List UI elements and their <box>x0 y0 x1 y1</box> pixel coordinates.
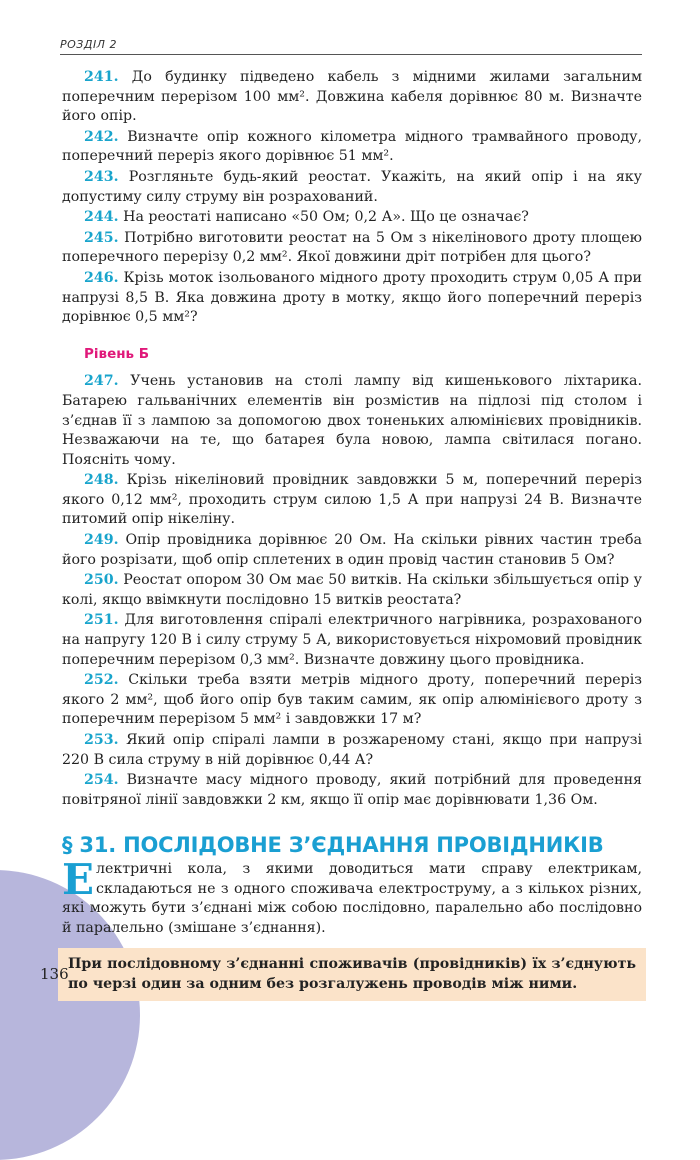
problem-text: Розгляньте будь-який реостат. Укажіть, на який опір і на яку допустиму силу струму він розрахований. <box>62 168 642 205</box>
problem <box>62 208 642 228</box>
problem <box>62 771 642 810</box>
problem-number: 241. <box>84 69 119 85</box>
problem <box>62 168 642 207</box>
problem-number: 245. <box>84 229 119 246</box>
page-content <box>62 68 642 1001</box>
problems-level-a <box>62 68 642 328</box>
definition-box <box>58 948 646 1001</box>
problem-text: Який опір спіралі лампи в розжареному стані, якщо при напрузі 220 В сила струму в ній дорівнює 0,44 А? <box>62 732 643 768</box>
problem-number: 247. <box>84 373 119 390</box>
problem-number: 252. <box>84 672 119 689</box>
problem-text: Потрібно виготовити реостат на 5 Ом з нікелінового дроту площею поперечного перерізу 0,2 мм². Якої довжини дріт потрібен для цього? <box>62 229 642 266</box>
problem-number: 250. <box>84 572 119 589</box>
problem <box>62 269 642 328</box>
problem <box>62 531 642 570</box>
problem <box>62 571 642 610</box>
problem-number: 254. <box>84 772 119 789</box>
intro-paragraph <box>62 854 642 938</box>
problem-text: Крізь моток ізольованого мідного дроту проходить струм 0,05 А при напрузі 8,5 В. Яка довжина дроту в мотку, якщо його поперечний переріз дорівнює 0,5 мм²? <box>62 269 642 326</box>
problem <box>62 68 642 127</box>
problem-text: Опір провідника дорівнює 20 Ом. На скільки рівних частин треба його розрізати, щоб опір сплетених в один провід частин становив 5 Ом? <box>62 532 642 568</box>
problem-number: 249. <box>84 532 119 549</box>
problem <box>62 128 642 167</box>
level-b-heading: Рівень Б <box>84 345 150 362</box>
problem-number: 251. <box>84 612 119 629</box>
definition-text: При послідовному з’єднанні споживачів (провідників) їх з’єднують по черзі один за одним без розгалужень проводів між ними. <box>68 956 636 993</box>
problem-text: Крізь нікеліновий провідник завдовжки 5 м, поперечний переріз якого 0,12 мм², проходить струм силою 1,5 А при напрузі 24 В. Визначте питомий опір нікеліну. <box>62 472 642 528</box>
problem-number: 246. <box>84 269 119 286</box>
problem-text: Для виготовлення спіралі електричного нагрівника, розрахованого на напругу 120 В і силу струму 5 А, використовується ніхромовий провідник поперечним перерізом 0,3 мм². Визначте довжину цього провідника. <box>62 612 642 668</box>
problem-text: Визначте масу мідного проводу, який потрібний для проведення повітряної лінії завдовжки 2 км, якщо її опір має дорівнювати 1,36 Ом. <box>62 772 642 808</box>
problem <box>62 671 642 730</box>
problem-text: Визначте опір кожного кілометра мідного трамвайного проводу, поперечний переріз якого дорівнює 51 мм². <box>62 128 642 165</box>
problem-text: Реостат опором 30 Ом має 50 витків. На скільки збільшується опір у колі, якщо ввімкнути послідовно 15 витків реостата? <box>62 572 643 608</box>
problem <box>62 731 642 770</box>
paragraph-title: § 31. ПОСЛІДОВНЕ З’ЄДНАННЯ ПРОВІДНИКІВ <box>62 833 604 858</box>
problem <box>62 229 642 268</box>
page-number: 136 <box>40 965 69 983</box>
problem-number: 253. <box>84 732 119 748</box>
section-label: РОЗДІЛ 2 <box>60 38 117 51</box>
problem-text: На реостаті написано «50 Ом; 0,2 А». Що це означає? <box>123 209 529 226</box>
problem-number: 242. <box>84 128 119 145</box>
problem <box>62 611 642 670</box>
intro-text: лектричні кола, з якими доводиться мати справу електрикам, складаються не з одного споживача електроструму, а з кількох різних, які можуть бути з’єднані між собою послідовно, паралельно або послідовно й паралельно (змішане з’єднання). <box>62 860 642 936</box>
problem-text: Учень установив на столі лампу від кишенькового ліхтарика. Батарею гальванічних елементів він розмістив на підлозі під столом і з’єднав її з лампою за допомогою двох тоненьких алюмінієвих провідників. Незважаючи на те, що батарея була новою, лампа світилася погано. Поясніть чому. <box>62 373 642 468</box>
problem-text: Скільки треба взяти метрів мідного дроту, поперечний переріз якого 2 мм², щоб його опір був таким самим, як опір алюмінієвого дроту з поперечним перерізом 5 мм² і завдовжки 17 м? <box>62 672 642 728</box>
problem <box>62 372 642 470</box>
running-header <box>60 38 642 55</box>
problem <box>62 471 642 530</box>
problem-number: 243. <box>84 168 119 185</box>
problem-text: До будинку підведено кабель з мідними жилами загальним поперечним перерізом 100 мм². Довжина кабеля дорівнює 80 м. Визначте його опір. <box>62 69 642 125</box>
problem-number: 248. <box>84 472 119 489</box>
drop-cap: Е <box>62 854 95 904</box>
problems-level-b <box>62 372 642 810</box>
problem-number: 244. <box>84 209 119 226</box>
